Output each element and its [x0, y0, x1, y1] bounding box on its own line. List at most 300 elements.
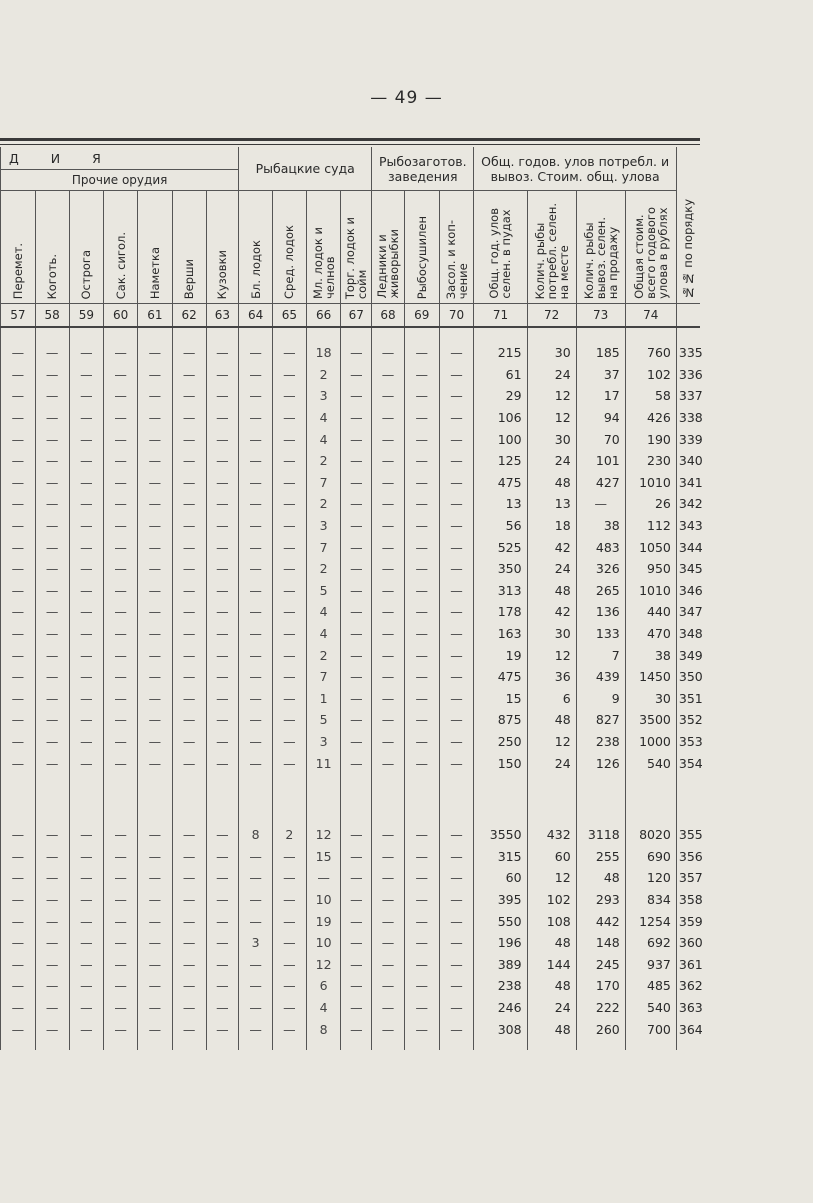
table-cell: — — [439, 407, 474, 429]
table-cell: — — [69, 644, 104, 666]
table-cell: — — [1, 953, 36, 975]
table-cell: — — [206, 845, 239, 867]
table-cell: 30 — [527, 342, 576, 364]
table-cell: — — [341, 364, 372, 386]
header-col-13: Рыбосушилен — [404, 191, 439, 304]
table-cell: 470 — [625, 623, 676, 645]
row-index-cell: 347 — [676, 601, 700, 623]
table-cell: — — [404, 932, 439, 954]
table-cell: — — [372, 824, 405, 846]
column-number-cell: 66 — [306, 304, 341, 328]
table-cell: 15 — [306, 845, 341, 867]
table-cell: 690 — [625, 845, 676, 867]
row-index-cell: 339 — [676, 428, 700, 450]
table-cell: — — [439, 558, 474, 580]
table-cell: — — [1, 867, 36, 889]
table-cell: — — [35, 364, 69, 386]
table-cell: 3 — [306, 515, 341, 537]
table-cell: — — [172, 407, 206, 429]
table-cell: — — [306, 867, 341, 889]
table-cell: — — [206, 709, 239, 731]
table-cell: — — [172, 558, 206, 580]
table-cell: — — [104, 364, 138, 386]
row-index-cell: 340 — [676, 450, 700, 472]
table-cell: 6 — [306, 975, 341, 997]
table-row — [1, 867, 701, 889]
table-cell: — — [239, 428, 273, 450]
table-cell: — — [35, 910, 69, 932]
table-cell: — — [372, 867, 405, 889]
table-cell: — — [341, 975, 372, 997]
statistics-table-sheet — [0, 138, 703, 1050]
table-cell: — — [35, 731, 69, 753]
table-cell: — — [104, 536, 138, 558]
column-number-cell: 72 — [527, 304, 576, 328]
table-cell: 1010 — [625, 580, 676, 602]
table-cell: — — [439, 666, 474, 688]
row-index-cell: 338 — [676, 407, 700, 429]
table-cell: 12 — [527, 731, 576, 753]
table-cell: — — [372, 975, 405, 997]
table-cell: — — [35, 385, 69, 407]
table-row — [1, 342, 701, 364]
table-cell: 2 — [306, 364, 341, 386]
table-row — [1, 1018, 701, 1040]
table-cell: — — [1, 824, 36, 846]
table-cell: 525 — [474, 536, 527, 558]
table-cell: — — [404, 953, 439, 975]
table-cell: — — [439, 472, 474, 494]
table-cell: — — [239, 889, 273, 911]
table-cell: — — [341, 709, 372, 731]
table-cell: — — [138, 428, 173, 450]
table-cell: — — [341, 731, 372, 753]
table-cell: 8 — [239, 824, 273, 846]
table-cell: — — [104, 385, 138, 407]
table-cell: — — [372, 997, 405, 1019]
table-cell: 260 — [576, 1018, 625, 1040]
table-cell: 94 — [576, 407, 625, 429]
table-cell: — — [272, 910, 306, 932]
table-cell: — — [69, 688, 104, 710]
header-col-9: Сред. лодок — [272, 191, 306, 304]
table-cell: 37 — [576, 364, 625, 386]
table-cell: — — [272, 364, 306, 386]
table-cell: — — [69, 623, 104, 645]
header-group-boats: Рыбацкие суда — [239, 147, 372, 191]
table-cell: — — [69, 428, 104, 450]
table-cell: — — [69, 709, 104, 731]
table-row — [1, 824, 701, 846]
table-cell: — — [272, 580, 306, 602]
table-cell: — — [404, 845, 439, 867]
table-cell: — — [1, 450, 36, 472]
table-cell: — — [272, 867, 306, 889]
table-cell: — — [372, 1018, 405, 1040]
table-cell: 2 — [272, 824, 306, 846]
table-cell: — — [138, 472, 173, 494]
table-cell: — — [404, 731, 439, 753]
header-col-18: Общая стоим. всего годового улова в рублях — [625, 191, 676, 304]
table-cell: — — [138, 824, 173, 846]
table-cell: 56 — [474, 515, 527, 537]
table-cell: — — [404, 688, 439, 710]
table-cell: — — [372, 536, 405, 558]
table-cell: — — [69, 493, 104, 515]
table-cell: — — [172, 953, 206, 975]
table-cell: — — [206, 889, 239, 911]
table-cell: — — [138, 450, 173, 472]
column-number-cell: 73 — [576, 304, 625, 328]
table-cell: — — [206, 407, 239, 429]
table-cell: — — [138, 975, 173, 997]
table-cell: — — [1, 709, 36, 731]
table-cell: — — [104, 580, 138, 602]
table-cell: — — [341, 536, 372, 558]
table-cell: — — [341, 601, 372, 623]
table-cell: — — [372, 953, 405, 975]
table-cell: 102 — [527, 889, 576, 911]
table-cell: 245 — [576, 953, 625, 975]
table-cell: — — [272, 472, 306, 494]
table-cell: — — [372, 342, 405, 364]
table-cell: 126 — [576, 752, 625, 774]
table-cell: — — [341, 493, 372, 515]
table-cell: — — [239, 407, 273, 429]
table-cell: — — [239, 472, 273, 494]
table-cell: — — [104, 493, 138, 515]
table-cell: — — [35, 515, 69, 537]
table-cell: 5 — [306, 580, 341, 602]
table-cell: 48 — [527, 1018, 576, 1040]
spacer-row — [1, 774, 701, 824]
table-cell: — — [404, 666, 439, 688]
table-row — [1, 997, 701, 1019]
table-cell: — — [138, 688, 173, 710]
table-row — [1, 688, 701, 710]
table-cell: — — [272, 709, 306, 731]
table-cell: — — [172, 385, 206, 407]
table-cell: 120 — [625, 867, 676, 889]
table-cell: 2 — [306, 558, 341, 580]
table-cell: — — [172, 709, 206, 731]
table-cell: — — [341, 515, 372, 537]
table-cell: 350 — [474, 558, 527, 580]
table-cell: 12 — [527, 407, 576, 429]
table-cell: — — [104, 688, 138, 710]
table-cell: 238 — [576, 731, 625, 753]
table-cell: 293 — [576, 889, 625, 911]
table-cell: — — [341, 688, 372, 710]
table-cell: — — [138, 558, 173, 580]
table-cell: 30 — [625, 688, 676, 710]
table-cell: — — [35, 472, 69, 494]
table-cell: — — [172, 867, 206, 889]
table-cell: 3 — [306, 731, 341, 753]
table-cell: 30 — [527, 623, 576, 645]
table-cell: — — [372, 558, 405, 580]
table-cell: — — [372, 889, 405, 911]
spacer-row — [1, 327, 701, 342]
table-cell: — — [35, 428, 69, 450]
table-cell: — — [1, 428, 36, 450]
table-cell: 185 — [576, 342, 625, 364]
table-cell: — — [372, 364, 405, 386]
row-index-cell: 361 — [676, 953, 700, 975]
table-cell: — — [172, 975, 206, 997]
table-row — [1, 731, 701, 753]
table-cell: — — [206, 1018, 239, 1040]
table-row — [1, 493, 701, 515]
column-number-cell: 70 — [439, 304, 474, 328]
table-cell: 238 — [474, 975, 527, 997]
header-group-other-gear: Прочие орудия — [1, 170, 239, 191]
row-index-cell: 364 — [676, 1018, 700, 1040]
table-cell: — — [439, 688, 474, 710]
table-cell: 144 — [527, 953, 576, 975]
table-cell: — — [239, 536, 273, 558]
table-cell: 937 — [625, 953, 676, 975]
table-cell: — — [341, 666, 372, 688]
row-index-cell: 341 — [676, 472, 700, 494]
table-cell: — — [35, 580, 69, 602]
table-cell: 250 — [474, 731, 527, 753]
table-cell: — — [138, 845, 173, 867]
table-cell: 1000 — [625, 731, 676, 753]
table-cell: — — [104, 601, 138, 623]
table-cell: — — [272, 385, 306, 407]
table-cell: — — [1, 688, 36, 710]
table-cell: 17 — [576, 385, 625, 407]
row-index-cell: 363 — [676, 997, 700, 1019]
table-cell: — — [206, 342, 239, 364]
table-cell: — — [69, 601, 104, 623]
column-number-cell: 64 — [239, 304, 273, 328]
table-cell: 24 — [527, 364, 576, 386]
table-cell: — — [35, 536, 69, 558]
table-cell: 4 — [306, 407, 341, 429]
table-cell: — — [1, 731, 36, 753]
table-cell: 163 — [474, 623, 527, 645]
table-cell: — — [239, 731, 273, 753]
table-cell: — — [404, 997, 439, 1019]
table-cell: — — [172, 623, 206, 645]
table-cell: — — [576, 493, 625, 515]
table-cell: — — [69, 342, 104, 364]
table-cell: — — [138, 953, 173, 975]
table-cell: 475 — [474, 666, 527, 688]
column-number-cell: 71 — [474, 304, 527, 328]
table-cell: — — [272, 997, 306, 1019]
table-cell: — — [239, 709, 273, 731]
page-number: — 49 — — [370, 88, 443, 108]
table-cell: 3550 — [474, 824, 527, 846]
table-cell: — — [239, 666, 273, 688]
table-cell: — — [404, 515, 439, 537]
row-index-cell: 343 — [676, 515, 700, 537]
table-cell: — — [1, 644, 36, 666]
table-cell: — — [1, 580, 36, 602]
table-cell: — — [372, 623, 405, 645]
table-cell: — — [138, 752, 173, 774]
table-cell: — — [138, 493, 173, 515]
row-index-cell: 337 — [676, 385, 700, 407]
table-cell: 178 — [474, 601, 527, 623]
table-cell: — — [404, 407, 439, 429]
header-col-index: №№ по порядку — [676, 147, 700, 304]
table-row — [1, 644, 701, 666]
table-cell: — — [341, 932, 372, 954]
column-number-cell: 65 — [272, 304, 306, 328]
table-cell: 136 — [576, 601, 625, 623]
table-cell: — — [341, 1018, 372, 1040]
table-cell: — — [104, 824, 138, 846]
table-cell: — — [372, 752, 405, 774]
table-cell: — — [404, 752, 439, 774]
table-cell: — — [1, 752, 36, 774]
table-cell: — — [404, 580, 439, 602]
header-group-days: Д И Я — [1, 147, 239, 170]
table-cell: — — [1, 385, 36, 407]
table-cell: — — [35, 1018, 69, 1040]
table-cell: — — [172, 845, 206, 867]
table-cell: — — [404, 824, 439, 846]
table-cell: — — [272, 845, 306, 867]
table-cell: — — [104, 975, 138, 997]
table-cell: 426 — [625, 407, 676, 429]
table-cell: — — [1, 342, 36, 364]
table-cell: 222 — [576, 997, 625, 1019]
table-cell: 313 — [474, 580, 527, 602]
table-cell: 106 — [474, 407, 527, 429]
table-cell: — — [104, 867, 138, 889]
table-cell: — — [104, 472, 138, 494]
table-cell: — — [69, 932, 104, 954]
table-cell: — — [104, 342, 138, 364]
table-cell: — — [104, 731, 138, 753]
table-cell: — — [341, 623, 372, 645]
row-index-cell: 351 — [676, 688, 700, 710]
table-cell: 18 — [306, 342, 341, 364]
table-row — [1, 364, 701, 386]
table-cell: 48 — [527, 472, 576, 494]
table-cell: — — [239, 644, 273, 666]
table-cell: — — [35, 932, 69, 954]
table-cell: — — [104, 932, 138, 954]
column-number-cell: 57 — [1, 304, 36, 328]
table-cell: — — [35, 407, 69, 429]
spacer-row — [1, 1040, 701, 1050]
table-cell: — — [439, 731, 474, 753]
table-cell: — — [104, 450, 138, 472]
table-cell: — — [206, 385, 239, 407]
table-cell: — — [372, 472, 405, 494]
table-cell: — — [172, 666, 206, 688]
table-cell: — — [404, 385, 439, 407]
table-cell: — — [69, 515, 104, 537]
table-cell: — — [138, 580, 173, 602]
table-cell: 4 — [306, 601, 341, 623]
table-cell: 485 — [625, 975, 676, 997]
table-cell: — — [1, 407, 36, 429]
table-cell: 58 — [625, 385, 676, 407]
table-cell: 427 — [576, 472, 625, 494]
table-cell: — — [439, 867, 474, 889]
table-cell: — — [341, 889, 372, 911]
table-cell: — — [341, 407, 372, 429]
table-cell: — — [172, 515, 206, 537]
table-cell: — — [138, 644, 173, 666]
table-cell: — — [272, 558, 306, 580]
column-number-cell: 68 — [372, 304, 405, 328]
table-cell: — — [206, 997, 239, 1019]
table-cell: — — [138, 997, 173, 1019]
table-cell: 692 — [625, 932, 676, 954]
table-cell: 48 — [576, 867, 625, 889]
table-cell: 8 — [306, 1018, 341, 1040]
table-cell: — — [69, 385, 104, 407]
table-cell: — — [272, 342, 306, 364]
table-cell: — — [404, 709, 439, 731]
table-cell: — — [372, 493, 405, 515]
table-cell: — — [404, 428, 439, 450]
header-col-1: Перемет. — [1, 191, 36, 304]
table-cell: — — [35, 623, 69, 645]
table-cell: — — [239, 364, 273, 386]
table-cell: — — [206, 428, 239, 450]
table-cell: 6 — [527, 688, 576, 710]
table-cell: 1010 — [625, 472, 676, 494]
table-cell: — — [1, 364, 36, 386]
table-cell: — — [206, 580, 239, 602]
header-col-12: Ледники и живорыбки — [372, 191, 405, 304]
table-cell: — — [172, 536, 206, 558]
table-cell: — — [172, 601, 206, 623]
table-row — [1, 709, 701, 731]
table-cell: — — [1, 536, 36, 558]
table-cell: — — [69, 953, 104, 975]
table-cell: — — [206, 910, 239, 932]
table-cell: — — [1, 623, 36, 645]
row-index-cell: 350 — [676, 666, 700, 688]
table-cell: — — [439, 709, 474, 731]
table-cell: — — [1, 932, 36, 954]
table-cell: 38 — [576, 515, 625, 537]
table-cell: — — [172, 997, 206, 1019]
table-cell: 24 — [527, 558, 576, 580]
table-cell: — — [1, 601, 36, 623]
table-cell: — — [272, 889, 306, 911]
header-col-10: Мл. лодок и челнов — [306, 191, 341, 304]
table-cell: — — [35, 953, 69, 975]
table-cell: — — [206, 731, 239, 753]
table-cell: 8020 — [625, 824, 676, 846]
table-row — [1, 953, 701, 975]
table-cell: — — [104, 515, 138, 537]
table-cell: 26 — [625, 493, 676, 515]
table-row — [1, 536, 701, 558]
table-cell: — — [172, 688, 206, 710]
table-cell: — — [69, 407, 104, 429]
table-cell: — — [239, 688, 273, 710]
table-cell: 1450 — [625, 666, 676, 688]
table-cell: — — [138, 910, 173, 932]
table-cell: — — [272, 1018, 306, 1040]
header-col-15: Общ. год. улов селен. в пудах — [474, 191, 527, 304]
table-cell: 18 — [527, 515, 576, 537]
table-cell: — — [206, 867, 239, 889]
table-cell: — — [341, 824, 372, 846]
